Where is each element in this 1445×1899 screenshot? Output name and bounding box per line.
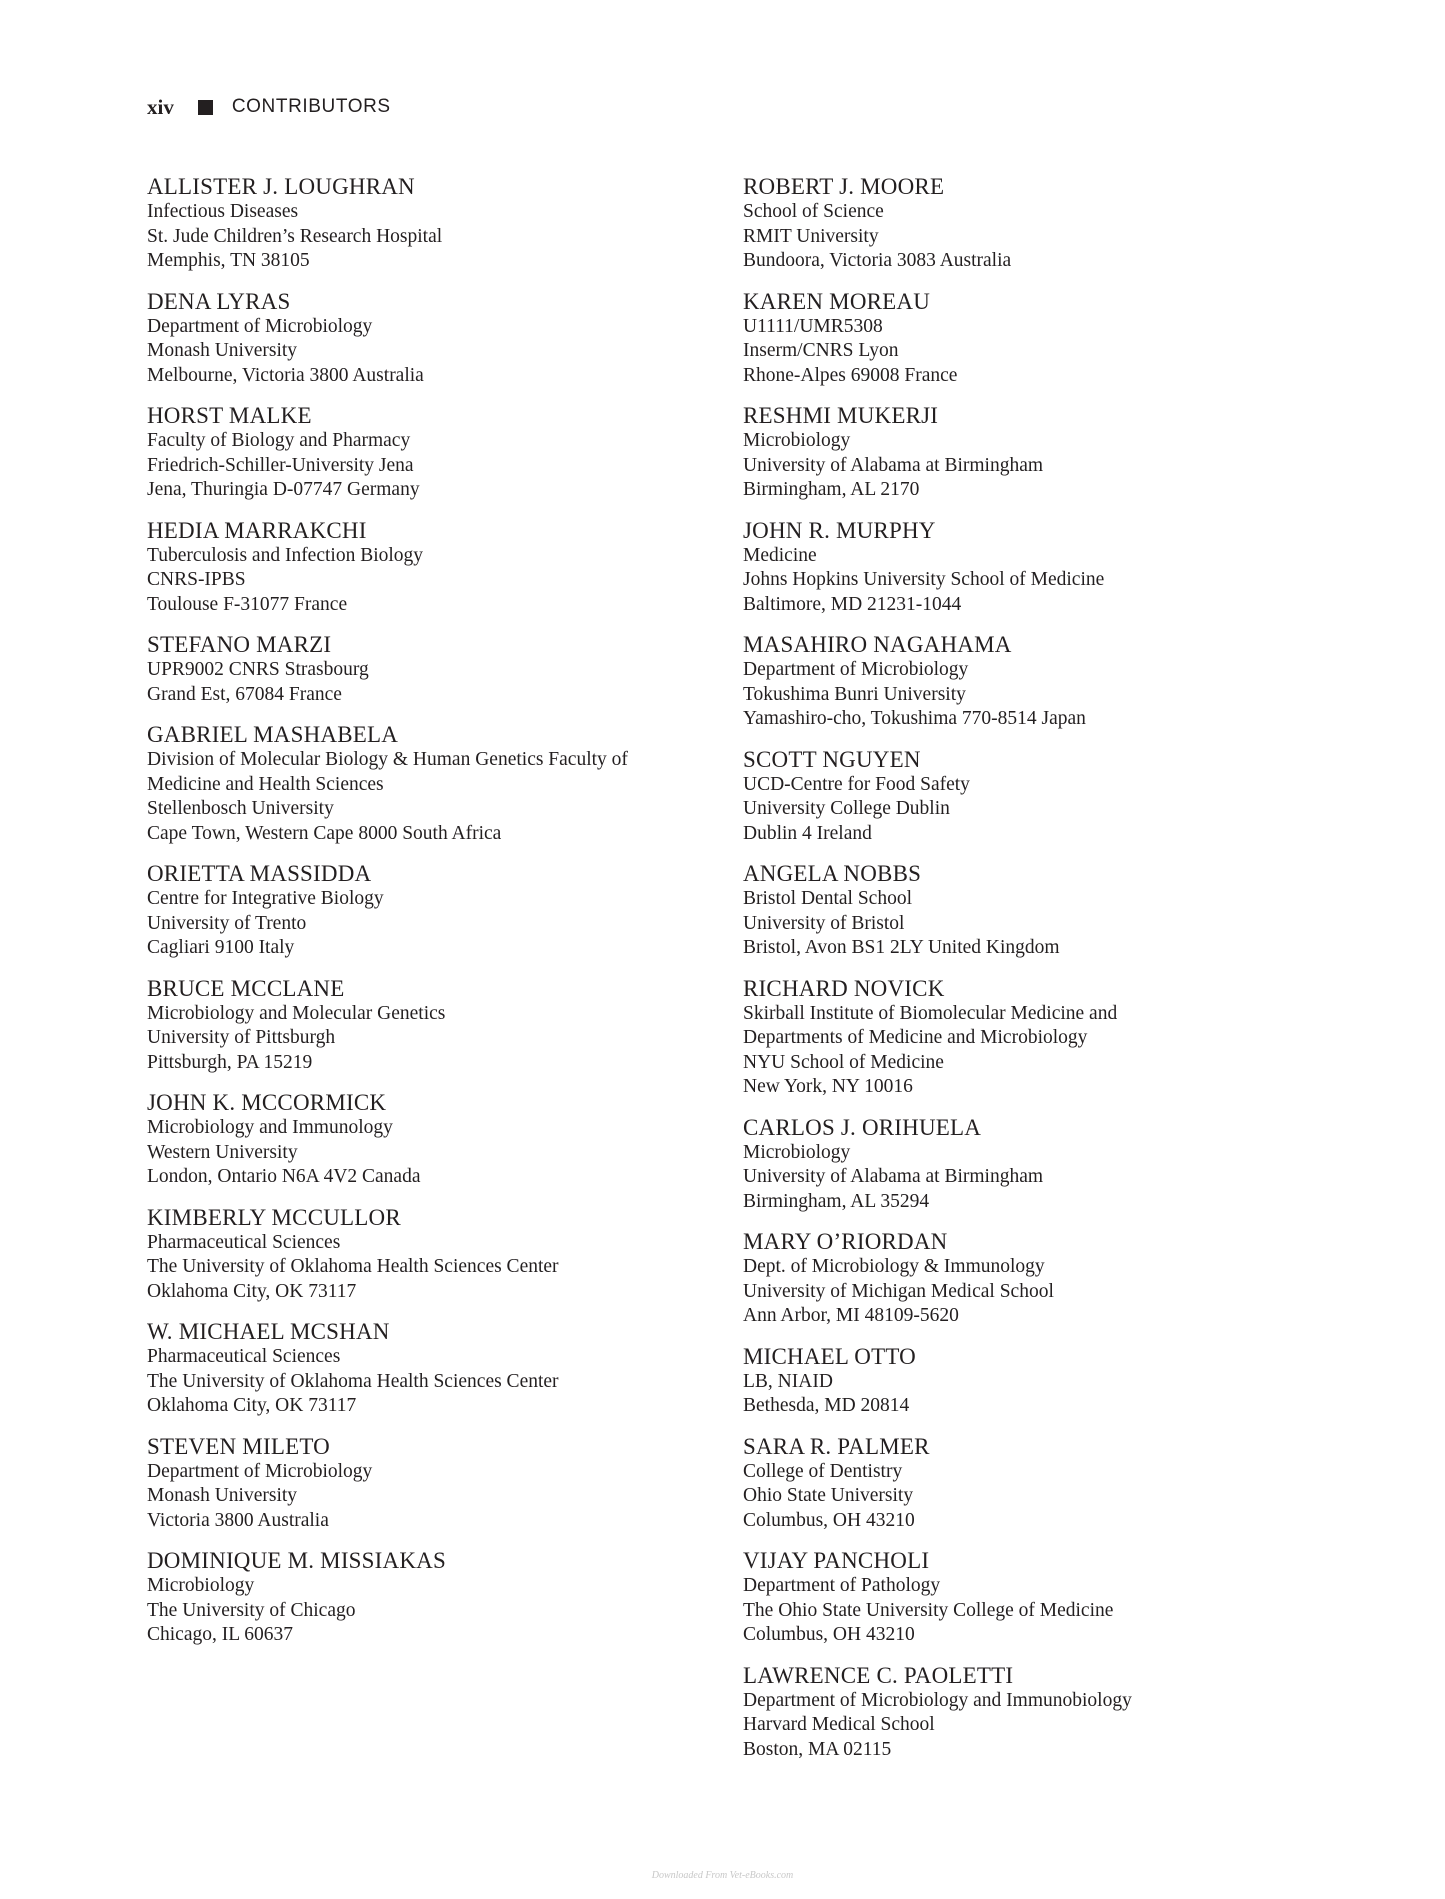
contributor-affiliation-line: St. Jude Children’s Research Hospital [147,225,443,247]
contributor-name: DENA LYRAS [147,288,291,314]
contributor-affiliation-line: CNRS-IPBS [147,569,246,590]
contributor-affiliation-line: Pharmaceutical Sciences [147,1346,341,1367]
contributor-entry [147,1318,707,1419]
contributor-affiliation-line: Bethesda, MD 20814 [743,1395,910,1416]
contributor-affiliation-line: UPR9002 CNRS Strasbourg [147,659,369,680]
contributor-affiliation-line: Boston, MA 02115 [743,1738,892,1760]
contributor-affiliation-line: University of Bristol [743,912,905,934]
contributor-affiliation-line: Cagliari 9100 Italy [147,937,295,958]
contributor-name: VIJAY PANCHOLI [743,1548,930,1573]
contributor-affiliation-line: LB, NIAID [743,1370,833,1392]
contributor-affiliation-line: Faculty of Biology and Pharmacy [147,430,411,451]
contributor-affiliation-line: Friedrich-Schiller-University Jena [147,454,414,476]
contributor-affiliation-line: Microbiology and Immunology [147,1117,393,1138]
contributor-name: LAWRENCE C. PAOLETTI [743,1662,1014,1688]
contributor-name: ANGELA NOBBS [743,861,922,886]
contributor-affiliation-line: London, Ontario N6A 4V2 Canada [147,1166,421,1187]
contributor-affiliation-line: Tuberculosis and Infection Biology [147,544,424,566]
header-square-icon [198,100,213,115]
contributor-affiliation-line: Division of Molecular Biology & Human Genetics Faculty of [147,749,628,770]
contributor-entry [147,288,707,389]
contributor-affiliation-line: Columbus, OH 43210 [743,1624,915,1645]
contributor-affiliation-line: Johns Hopkins University School of Medicine [743,569,1105,590]
contributor-entry [743,402,1303,503]
contributor-affiliation-line: Medicine [743,544,817,566]
contributor-entry [147,1204,707,1305]
contributor-affiliation-line: Oklahoma City, OK 73117 [147,1280,357,1302]
contributor-affiliation-line: Rhone-Alpes 69008 France [743,364,958,386]
contributor-affiliation-line: Chicago, IL 60637 [147,1624,294,1645]
contributor-affiliation-line: Oklahoma City, OK 73117 [147,1395,357,1416]
contributor-affiliation-line: Microbiology [147,1575,255,1596]
contributor-affiliation-line: Baltimore, MD 21231-1044 [743,593,962,615]
contributor-affiliation-line: Cape Town, Western Cape 8000 South Africa [147,822,502,844]
contributor-affiliation-line: Pittsburgh, PA 15219 [147,1051,313,1073]
contributor-entry [147,517,707,618]
page-number: xiv [147,94,174,119]
contributor-entry [147,173,707,274]
contributor-affiliation-line: Memphis, TN 38105 [147,250,310,271]
page-header [147,92,391,122]
contributor-affiliation-line: Monash University [147,1485,298,1506]
contributor-affiliation-line: College of Dentistry [743,1460,903,1482]
contributor-affiliation-line: Centre for Integrative Biology [147,888,384,909]
contributor-entry [147,975,707,1076]
contributor-affiliation-line: Yamashiro-cho, Tokushima 770-8514 Japan [743,708,1086,729]
contributor-affiliation-line: New York, NY 10016 [743,1076,913,1097]
contributor-affiliation-line: University of Pittsburgh [147,1027,336,1048]
contributor-affiliation-line: Dept. of Microbiology & Immunology [743,1256,1045,1277]
contributor-affiliation-line: Tokushima Bunri University [743,683,966,705]
contributor-name: JOHN R. MURPHY [743,517,936,543]
contributor-affiliation-line: Dublin 4 Ireland [743,822,872,844]
contributor-name: ORIETTA MASSIDDA [147,861,372,886]
contributor-name: GABRIEL MASHABELA [147,722,399,747]
contributor-affiliation-line: Toulouse F-31077 France [147,593,348,615]
contributor-entry [743,631,1303,732]
contributor-affiliation-line: University of Trento [147,912,307,934]
contributor-affiliation-line: UCD-Centre for Food Safety [743,773,970,795]
contributor-entry [743,1114,1303,1215]
contributor-affiliation-line: Department of Microbiology [743,659,969,680]
contributor-affiliation-line: Department of Microbiology [147,315,373,337]
contributor-affiliation-line: Inserm/CNRS Lyon [743,340,899,361]
contributors-right-column [743,173,1303,1776]
contributor-affiliation-line: Victoria 3800 Australia [147,1509,329,1531]
contributor-affiliation-line: U1111/UMR5308 [743,315,883,337]
contributor-name: MARY O’RIORDAN [743,1229,948,1254]
contributor-entry [147,1547,707,1648]
contributor-entry [743,1547,1303,1648]
contributor-affiliation-line: Monash University [147,340,298,361]
contributor-name: STEVEN MILETO [147,1433,330,1459]
contributor-affiliation-line: Columbus, OH 43210 [743,1509,915,1531]
contributor-affiliation-line: School of Science [743,201,884,222]
contributor-name: STEFANO MARZI [147,632,332,657]
contributor-affiliation-line: Bristol, Avon BS1 2LY United Kingdom [743,937,1060,958]
contributor-affiliation-line: Infectious Diseases [147,201,299,222]
contributor-affiliation-line: RMIT University [743,225,879,247]
contributor-entry [147,1089,707,1190]
contributor-name: BRUCE MCCLANE [147,975,345,1001]
contributor-entry [147,402,707,503]
footer-watermark: Downloaded From Vet-eBooks.com [651,1870,794,1881]
contributor-affiliation-line: NYU School of Medicine [743,1051,944,1073]
contributor-affiliation-line: The University of Oklahoma Health Sciences Center [147,1256,559,1277]
contributor-entry [743,860,1303,961]
contributor-name: ALLISTER J. LOUGHRAN [147,174,415,199]
contributor-affiliation-line: Medicine and Health Sciences [147,773,384,795]
contributor-affiliation-line: Pharmaceutical Sciences [147,1231,341,1253]
contributor-name: ROBERT J. MOORE [743,174,945,199]
contributor-name: W. MICHAEL MCSHAN [147,1319,390,1344]
contributor-entry [743,288,1303,389]
contributor-affiliation-line: University of Alabama at Birmingham [743,1166,1044,1187]
contributors-left-column [147,173,707,1662]
contributor-name: KIMBERLY MCCULLOR [147,1204,401,1230]
contributor-entry [743,1343,1303,1419]
contributor-affiliation-line: University of Michigan Medical School [743,1280,1054,1302]
contributor-affiliation-line: Bristol Dental School [743,888,912,909]
contributor-entry [743,1662,1303,1763]
contributor-affiliation-line: Department of Pathology [743,1575,941,1596]
contributor-name: CARLOS J. ORIHUELA [743,1114,982,1140]
contributor-name: SCOTT NGUYEN [743,746,921,772]
contributor-affiliation-line: Microbiology and Molecular Genetics [147,1002,446,1024]
contributor-entry [147,860,707,961]
contributor-entry [147,631,707,707]
contributor-entry [743,746,1303,847]
contributor-affiliation-line: Skirball Institute of Biomolecular Medicine and [743,1002,1118,1024]
contributor-affiliation-line: The Ohio State University College of Medicine [743,1599,1114,1621]
contributor-affiliation-line: Bundoora, Victoria 3083 Australia [743,250,1012,271]
contributor-name: MICHAEL OTTO [743,1343,916,1369]
contributor-name: RICHARD NOVICK [743,975,945,1001]
contributor-affiliation-line: Microbiology [743,1141,851,1163]
contributor-entry [743,1228,1303,1329]
contributor-affiliation-line: Grand Est, 67084 France [147,683,342,705]
contributor-entry [743,1433,1303,1534]
contributor-affiliation-line: Jena, Thuringia D-07747 Germany [147,479,420,500]
contributor-affiliation-line: Ohio State University [743,1485,914,1506]
contributor-entry [147,1433,707,1534]
contributor-affiliation-line: Departments of Medicine and Microbiology [743,1027,1088,1048]
contributor-name: JOHN K. MCCORMICK [147,1090,387,1115]
contributor-name: HORST MALKE [147,403,312,428]
contributor-affiliation-line: Department of Microbiology and Immunobiology [743,1689,1132,1711]
contributor-name: SARA R. PALMER [743,1433,930,1459]
contributor-entry [743,517,1303,618]
contributor-affiliation-line: Stellenbosch University [147,798,334,819]
contributor-entry [743,975,1303,1100]
contributor-affiliation-line: The University of Oklahoma Health Sciences Center [147,1370,559,1392]
contributor-affiliation-line: Birmingham, AL 2170 [743,479,920,500]
contributor-affiliation-line: The University of Chicago [147,1599,356,1621]
contributor-affiliation-line: University of Alabama at Birmingham [743,454,1044,476]
contributor-name: MASAHIRO NAGAHAMA [743,632,1012,657]
contributor-affiliation-line: University College Dublin [743,798,950,819]
section-title: CONTRIBUTORS [231,96,391,117]
contributor-affiliation-line: Harvard Medical School [743,1714,935,1735]
contributor-name: DOMINIQUE M. MISSIAKAS [147,1548,446,1573]
contributor-name: HEDIA MARRAKCHI [147,517,367,543]
contributor-name: RESHMI MUKERJI [743,403,939,428]
contributor-affiliation-line: Department of Microbiology [147,1460,373,1482]
contributor-affiliation-line: Melbourne, Victoria 3800 Australia [147,364,424,386]
contributor-entry [147,721,707,846]
contributor-affiliation-line: Western University [147,1141,298,1163]
contributor-entry [743,173,1303,274]
contributor-name: KAREN MOREAU [743,288,931,314]
contributor-affiliation-line: Microbiology [743,430,851,451]
contributor-affiliation-line: Birmingham, AL 35294 [743,1190,930,1212]
contributor-affiliation-line: Ann Arbor, MI 48109-5620 [743,1305,959,1326]
